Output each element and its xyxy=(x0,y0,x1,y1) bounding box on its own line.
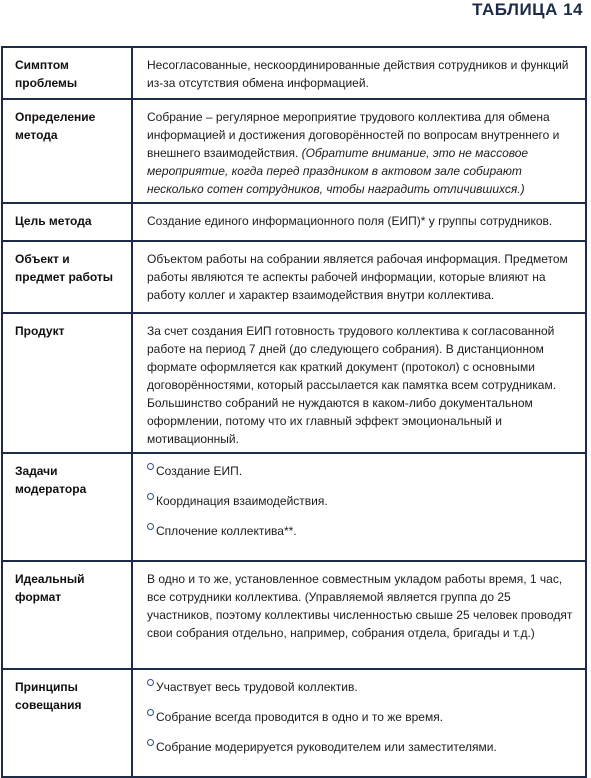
label-text: Цель метода xyxy=(15,214,92,228)
row-label xyxy=(3,670,133,776)
row-principles xyxy=(1,668,587,778)
item-text: Собрание модерируется руководителем или заместителями. xyxy=(156,740,497,754)
row-label xyxy=(3,454,133,562)
body-text: Создание единого информационного поля (ЕИП)* у группы сотрудников. xyxy=(147,214,553,228)
label-text: Симптом проблемы xyxy=(15,58,78,90)
item-text: Собрание всегда проводится в одно и то же время. xyxy=(156,710,444,724)
row-label xyxy=(3,242,133,314)
list-item xyxy=(147,738,575,756)
definition-note: (Обратите внимание, это не массовое мероприятие, когда перед праздником в актовом зале собирают несколько сотен сотрудников, чтобы наградить отличившихся.) xyxy=(147,146,529,196)
bullet-icon xyxy=(147,679,154,686)
row-body xyxy=(135,204,585,242)
list-item xyxy=(147,678,575,696)
list-item xyxy=(147,462,575,480)
label-text: Продукт xyxy=(15,324,65,338)
item-text: Создание ЕИП. xyxy=(156,464,243,478)
label-text: Задачи модератора xyxy=(15,464,87,496)
row-body xyxy=(135,562,585,670)
bullet-icon xyxy=(147,739,154,746)
row-label xyxy=(3,48,133,100)
row-body xyxy=(135,314,585,454)
row-body xyxy=(135,454,585,562)
list-item xyxy=(147,708,575,726)
row-body xyxy=(135,242,585,314)
body-text xyxy=(147,108,575,198)
row-label xyxy=(3,314,133,454)
label-text: Идеальный формат xyxy=(15,572,85,604)
label-text: Объект и предмет работы xyxy=(15,252,114,284)
table-title: ТАБЛИЦА 14 xyxy=(472,0,583,19)
row-product xyxy=(1,312,587,454)
item-text: Участвует весь трудовой коллектив. xyxy=(156,680,358,694)
item-text: Координация взаимодействия. xyxy=(156,494,328,508)
body-text: Несогласованные, нескоординированные действия сотрудников и функций из-за отсутствия обмена информацией. xyxy=(147,58,569,90)
definition-text: Собрание – регулярное мероприятие трудового коллектива для обмена информацией и достижения договорённостей по вопросам внутреннего и внешнего взаимодействия. xyxy=(147,110,560,160)
principles-list xyxy=(147,678,575,756)
row-body xyxy=(135,670,585,776)
row-body xyxy=(135,100,585,204)
item-text: Сплочение коллектива**. xyxy=(156,524,297,538)
label-text: Принципы совещания xyxy=(15,680,82,712)
body-text: В одно и то же, установленное совместным укладом работы время, 1 час, все сотрудники коллектива. (Управляемой является группа до 25 участников, поэтому коллективы численностью свыше 25 человек проводят свои собрания отдельно, например, собрания отдела, бригады и т.д.) xyxy=(147,572,573,640)
bullet-icon xyxy=(147,523,154,530)
list-item xyxy=(147,522,575,540)
row-moderator-tasks xyxy=(1,452,587,562)
row-label xyxy=(3,562,133,670)
row-definition xyxy=(1,98,587,204)
row-object xyxy=(1,240,587,314)
bullet-icon xyxy=(147,709,154,716)
row-label xyxy=(3,204,133,242)
body-text: За счет создания ЕИП готовность трудового коллектива к согласованной работе на период 7 дней (до следующего собрания). В дистанционном формате оформляется как краткий документ (протокол) с основными договорённостями, который рассылается как памятка всем сотрудникам. Большинство собраний не нуждаются в каком-либо документальном оформлении, потому что их главный эффект эмоциональный и мотивационный. xyxy=(147,324,557,446)
row-body xyxy=(135,48,585,100)
row-symptom xyxy=(1,46,587,100)
row-goal xyxy=(1,202,587,242)
bullet-icon xyxy=(147,463,154,470)
label-text: Определение метода xyxy=(15,110,96,142)
bullet-icon xyxy=(147,493,154,500)
list-item xyxy=(147,492,575,510)
task-list xyxy=(147,462,575,540)
row-label xyxy=(3,100,133,204)
body-text: Объектом работы на собрании является рабочая информация. Предметом работы являются те аспекты рабочей информации, которые влияют на работу коллег и характер взаимодействия внутри коллектива. xyxy=(147,252,568,302)
row-ideal-format xyxy=(1,560,587,670)
